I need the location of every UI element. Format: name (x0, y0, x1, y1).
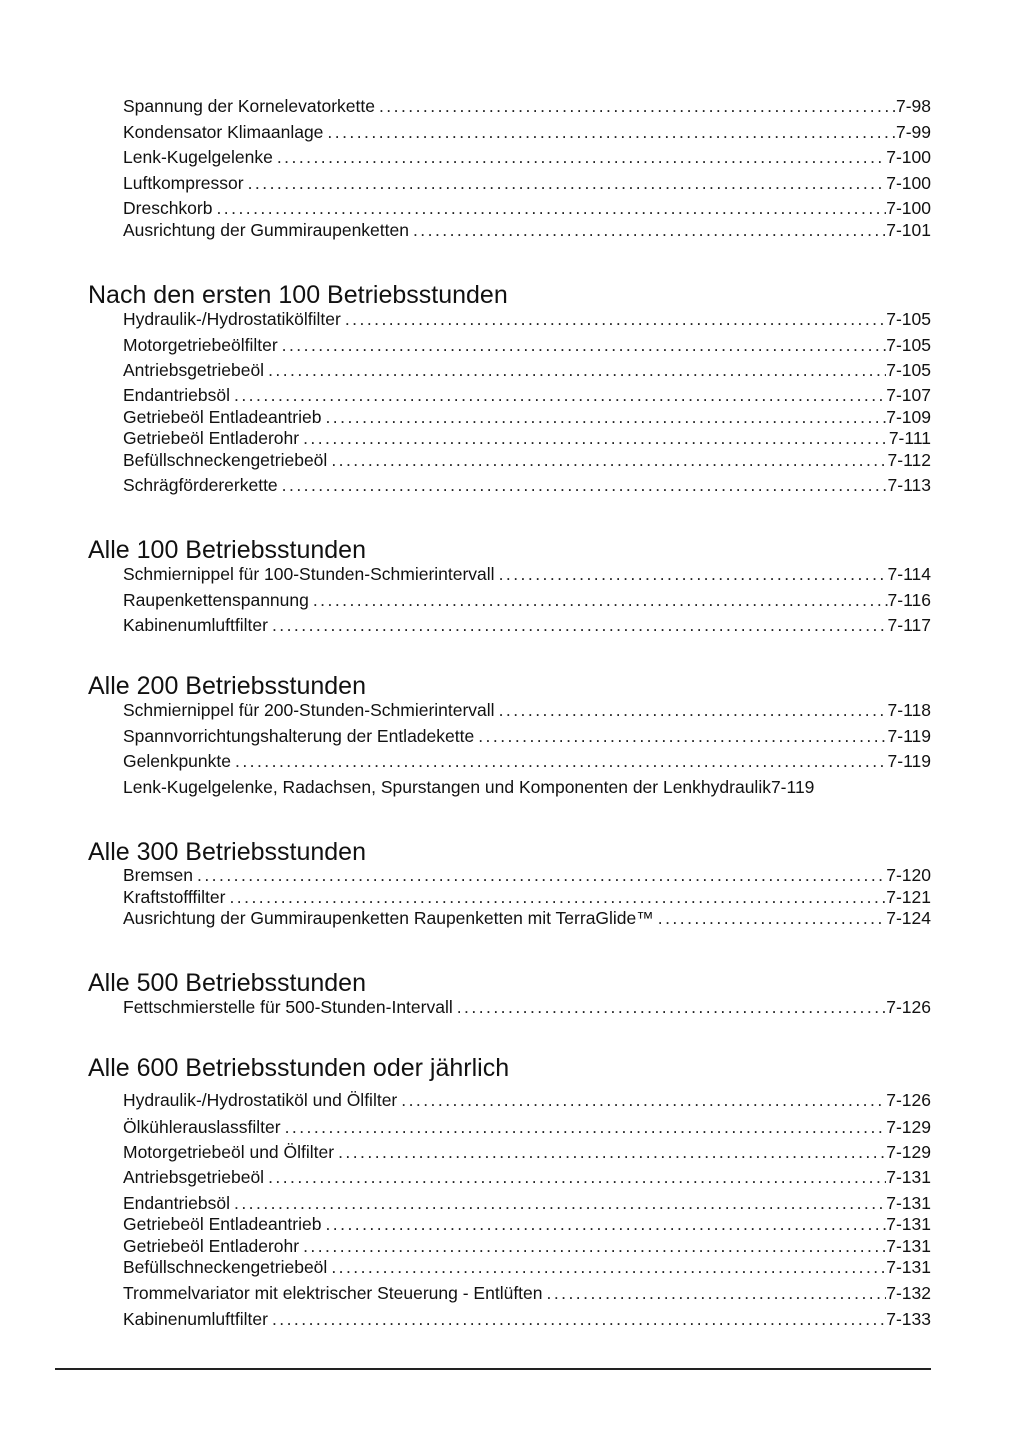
dot-leader (278, 474, 888, 496)
toc-entry-label: Schmiernippel für 100-Stunden-Schmierintervall (123, 564, 495, 584)
toc-entry-label: Ölkühlerauslassfilter (123, 1117, 281, 1137)
toc-entry-label: Motorgetriebeöl und Ölfilter (123, 1142, 335, 1162)
toc-entry[interactable] (123, 1282, 931, 1304)
dot-leader (278, 334, 887, 356)
toc-entry-label: Kabinenumluftfilter (123, 615, 268, 635)
toc-entry-label: Getriebeöl Entladeantrieb (123, 407, 322, 427)
toc-entry-label: Schrägfördererkette (123, 475, 278, 495)
dot-leader (225, 886, 886, 908)
dot-leader (341, 308, 886, 330)
dot-leader (453, 996, 887, 1018)
toc-entry[interactable] (123, 1116, 931, 1138)
toc-entry[interactable] (123, 146, 931, 168)
toc-entry-label: Lenk-Kugelgelenke (123, 147, 273, 167)
toc-entry[interactable] (123, 427, 931, 449)
toc-entry[interactable] (123, 1235, 931, 1257)
toc-entry-page: 7-105 (886, 309, 931, 329)
toc-entry-label: Befüllschneckengetriebeöl (123, 1257, 328, 1277)
toc-entry-label: Gelenkpunkte (123, 751, 231, 771)
toc-entry-label: Befüllschneckengetriebeöl (123, 450, 328, 470)
dot-leader (543, 1282, 887, 1304)
section-heading: Alle 600 Betriebsstunden oder jährlich (88, 1054, 510, 1082)
toc-entry-page: 7-120 (886, 865, 931, 885)
toc-entry[interactable] (123, 449, 931, 471)
footer-rule (55, 1368, 931, 1370)
toc-entry-page: 7-112 (887, 450, 931, 470)
toc-entry-label: Ausrichtung der Gummiraupenketten Raupenketten mit TerraGlide™ (123, 908, 654, 928)
dot-leader (321, 1213, 886, 1235)
toc-entry[interactable] (123, 589, 931, 611)
toc-entry-label: Antriebsgetriebeöl (123, 360, 265, 380)
dot-leader (327, 1256, 886, 1278)
toc-entry-page: 7-109 (886, 407, 931, 427)
toc-entry-label: Getriebeöl Entladerohr (123, 1236, 300, 1256)
dot-leader (334, 1141, 886, 1163)
toc-entry-page: 7-119 (887, 751, 931, 771)
toc-entry[interactable] (123, 172, 931, 194)
dot-leader (281, 1116, 887, 1138)
toc-entry[interactable] (123, 219, 931, 241)
toc-entry-label: Spannung der Kornelevatorkette (123, 96, 375, 116)
dot-leader (495, 563, 888, 585)
toc-entry-page: 7-126 (886, 1090, 931, 1110)
toc-entry-label: Dreschkorb (123, 198, 213, 218)
dot-leader (273, 146, 886, 168)
dot-leader (495, 699, 888, 721)
toc-entry-label: Endantriebsöl (123, 385, 231, 405)
section-heading: Nach den ersten 100 Betriebsstunden (88, 281, 508, 309)
toc-entry-page: 7-111 (888, 428, 931, 448)
dot-leader (321, 406, 886, 428)
toc-entry[interactable] (123, 886, 931, 908)
toc-entry-page: 7-105 (886, 335, 931, 355)
toc-entry-page: 7-117 (887, 615, 931, 635)
toc-entry-page: 7-131 (886, 1193, 931, 1213)
toc-entry-page: 7-100 (886, 173, 931, 193)
toc-entry-page: 7-98 (895, 96, 931, 116)
toc-entry-page: 7-131 (886, 1257, 931, 1277)
dot-leader (230, 384, 886, 406)
toc-entry-page: 7-132 (886, 1283, 931, 1303)
toc-entry-page: 7-124 (886, 908, 931, 928)
toc-entry-page: 7-100 (886, 147, 931, 167)
dot-leader (299, 427, 889, 449)
toc-entry-page: 7-119 (770, 777, 815, 797)
toc-entry-label: Antriebsgetriebeöl (123, 1167, 265, 1187)
toc-entry-page: 7-105 (886, 360, 931, 380)
toc-entry-label: Hydraulik-/Hydrostatiköl und Ölfilter (123, 1090, 398, 1110)
toc-entry-page: 7-129 (886, 1117, 931, 1137)
toc-entry-page: 7-116 (887, 590, 931, 610)
toc-entry-page: 7-131 (886, 1214, 931, 1234)
toc-entry[interactable] (123, 95, 931, 117)
toc-entry-label: Getriebeöl Entladerohr (123, 428, 300, 448)
toc-entry[interactable] (123, 776, 931, 798)
dot-leader (409, 219, 886, 241)
toc-entry-label: Motorgetriebeölfilter (123, 335, 278, 355)
dot-leader (193, 864, 886, 886)
dot-leader (244, 172, 887, 194)
toc-entry[interactable] (123, 1192, 931, 1214)
toc-entry[interactable] (123, 1213, 931, 1235)
dot-leader (323, 121, 896, 143)
dot-leader (268, 614, 888, 636)
toc-entry-page: 7-113 (887, 475, 931, 495)
toc-entry-label: Raupenkettenspannung (123, 590, 309, 610)
toc-entry[interactable] (123, 750, 931, 772)
toc-entry-page: 7-99 (895, 122, 931, 142)
dot-leader (264, 1166, 886, 1188)
toc-entry-page: 7-107 (886, 385, 931, 405)
toc-entry[interactable] (123, 614, 931, 636)
toc-entry[interactable] (123, 996, 931, 1018)
section-heading: Alle 500 Betriebsstunden (88, 969, 366, 997)
toc-entry-label: Lenk-Kugelgelenke, Radachsen, Spurstangen und Komponenten der Lenkhydraulik (123, 777, 771, 797)
toc-entry-page: 7-118 (887, 700, 931, 720)
dot-leader (327, 449, 887, 471)
toc-entry-page: 7-100 (886, 198, 931, 218)
toc-entry-label: Luftkompressor (123, 173, 244, 193)
toc-entry[interactable] (123, 121, 931, 143)
toc-entry[interactable] (123, 1166, 931, 1188)
toc-entry-label: Ausrichtung der Gummiraupenketten (123, 220, 409, 240)
toc-entry[interactable] (123, 197, 931, 219)
dot-leader (397, 1089, 886, 1111)
toc-entry[interactable] (123, 1089, 931, 1111)
dot-leader (474, 725, 887, 747)
toc-entry[interactable] (123, 1141, 931, 1163)
toc-entry-page: 7-119 (887, 726, 931, 746)
section-heading: Alle 200 Betriebsstunden (88, 672, 366, 700)
toc-entry[interactable] (123, 384, 931, 406)
toc-entry-page: 7-131 (886, 1167, 931, 1187)
toc-entry-page: 7-114 (887, 564, 931, 584)
toc-entry[interactable] (123, 406, 931, 428)
toc-entry[interactable] (123, 334, 931, 356)
toc-entry-page: 7-129 (886, 1142, 931, 1162)
toc-entry[interactable] (123, 864, 931, 886)
toc-entry-label: Kabinenumluftfilter (123, 1309, 268, 1329)
dot-leader (231, 750, 888, 772)
toc-entry-label: Getriebeöl Entladeantrieb (123, 1214, 322, 1234)
dot-leader (230, 1192, 886, 1214)
dot-leader (309, 589, 888, 611)
toc-entry[interactable] (123, 563, 931, 585)
dot-leader (264, 359, 886, 381)
toc-entry-label: Trommelvariator mit elektrischer Steuerung - Entlüften (123, 1283, 543, 1303)
toc-entry-label: Kondensator Klimaanlage (123, 122, 324, 142)
toc-entry[interactable] (123, 1308, 931, 1330)
toc-entry-label: Spannvorrichtungshalterung der Entladekette (123, 726, 475, 746)
toc-entry[interactable] (123, 907, 931, 929)
section-heading: Alle 100 Betriebsstunden (88, 536, 366, 564)
toc-entry-label: Hydraulik-/Hydrostatikölfilter (123, 309, 341, 329)
dot-leader (375, 95, 896, 117)
toc-entry[interactable] (123, 699, 931, 721)
dot-leader (212, 197, 886, 219)
section-heading: Alle 300 Betriebsstunden (88, 838, 366, 866)
toc-entry-page: 7-101 (886, 220, 931, 240)
toc-entry-label: Endantriebsöl (123, 1193, 231, 1213)
toc-entry-label: Bremsen (123, 865, 194, 885)
toc-entry[interactable] (123, 1256, 931, 1278)
dot-leader (268, 1308, 886, 1330)
toc-entry-label: Kraftstofffilter (123, 887, 226, 907)
dot-leader (654, 907, 886, 929)
toc-entry-page: 7-126 (886, 997, 931, 1017)
toc-entry[interactable] (123, 308, 931, 330)
toc-entry-page: 7-133 (886, 1309, 931, 1329)
toc-entry-page: 7-131 (886, 1236, 931, 1256)
dot-leader (299, 1235, 886, 1257)
toc-entry[interactable] (123, 474, 931, 496)
toc-entry-page: 7-121 (886, 887, 931, 907)
toc-entry-label: Schmiernippel für 200-Stunden-Schmierintervall (123, 700, 495, 720)
toc-entry-label: Fettschmierstelle für 500-Stunden-Intervall (123, 997, 453, 1017)
toc-entry[interactable] (123, 359, 931, 381)
toc-entry[interactable] (123, 725, 931, 747)
